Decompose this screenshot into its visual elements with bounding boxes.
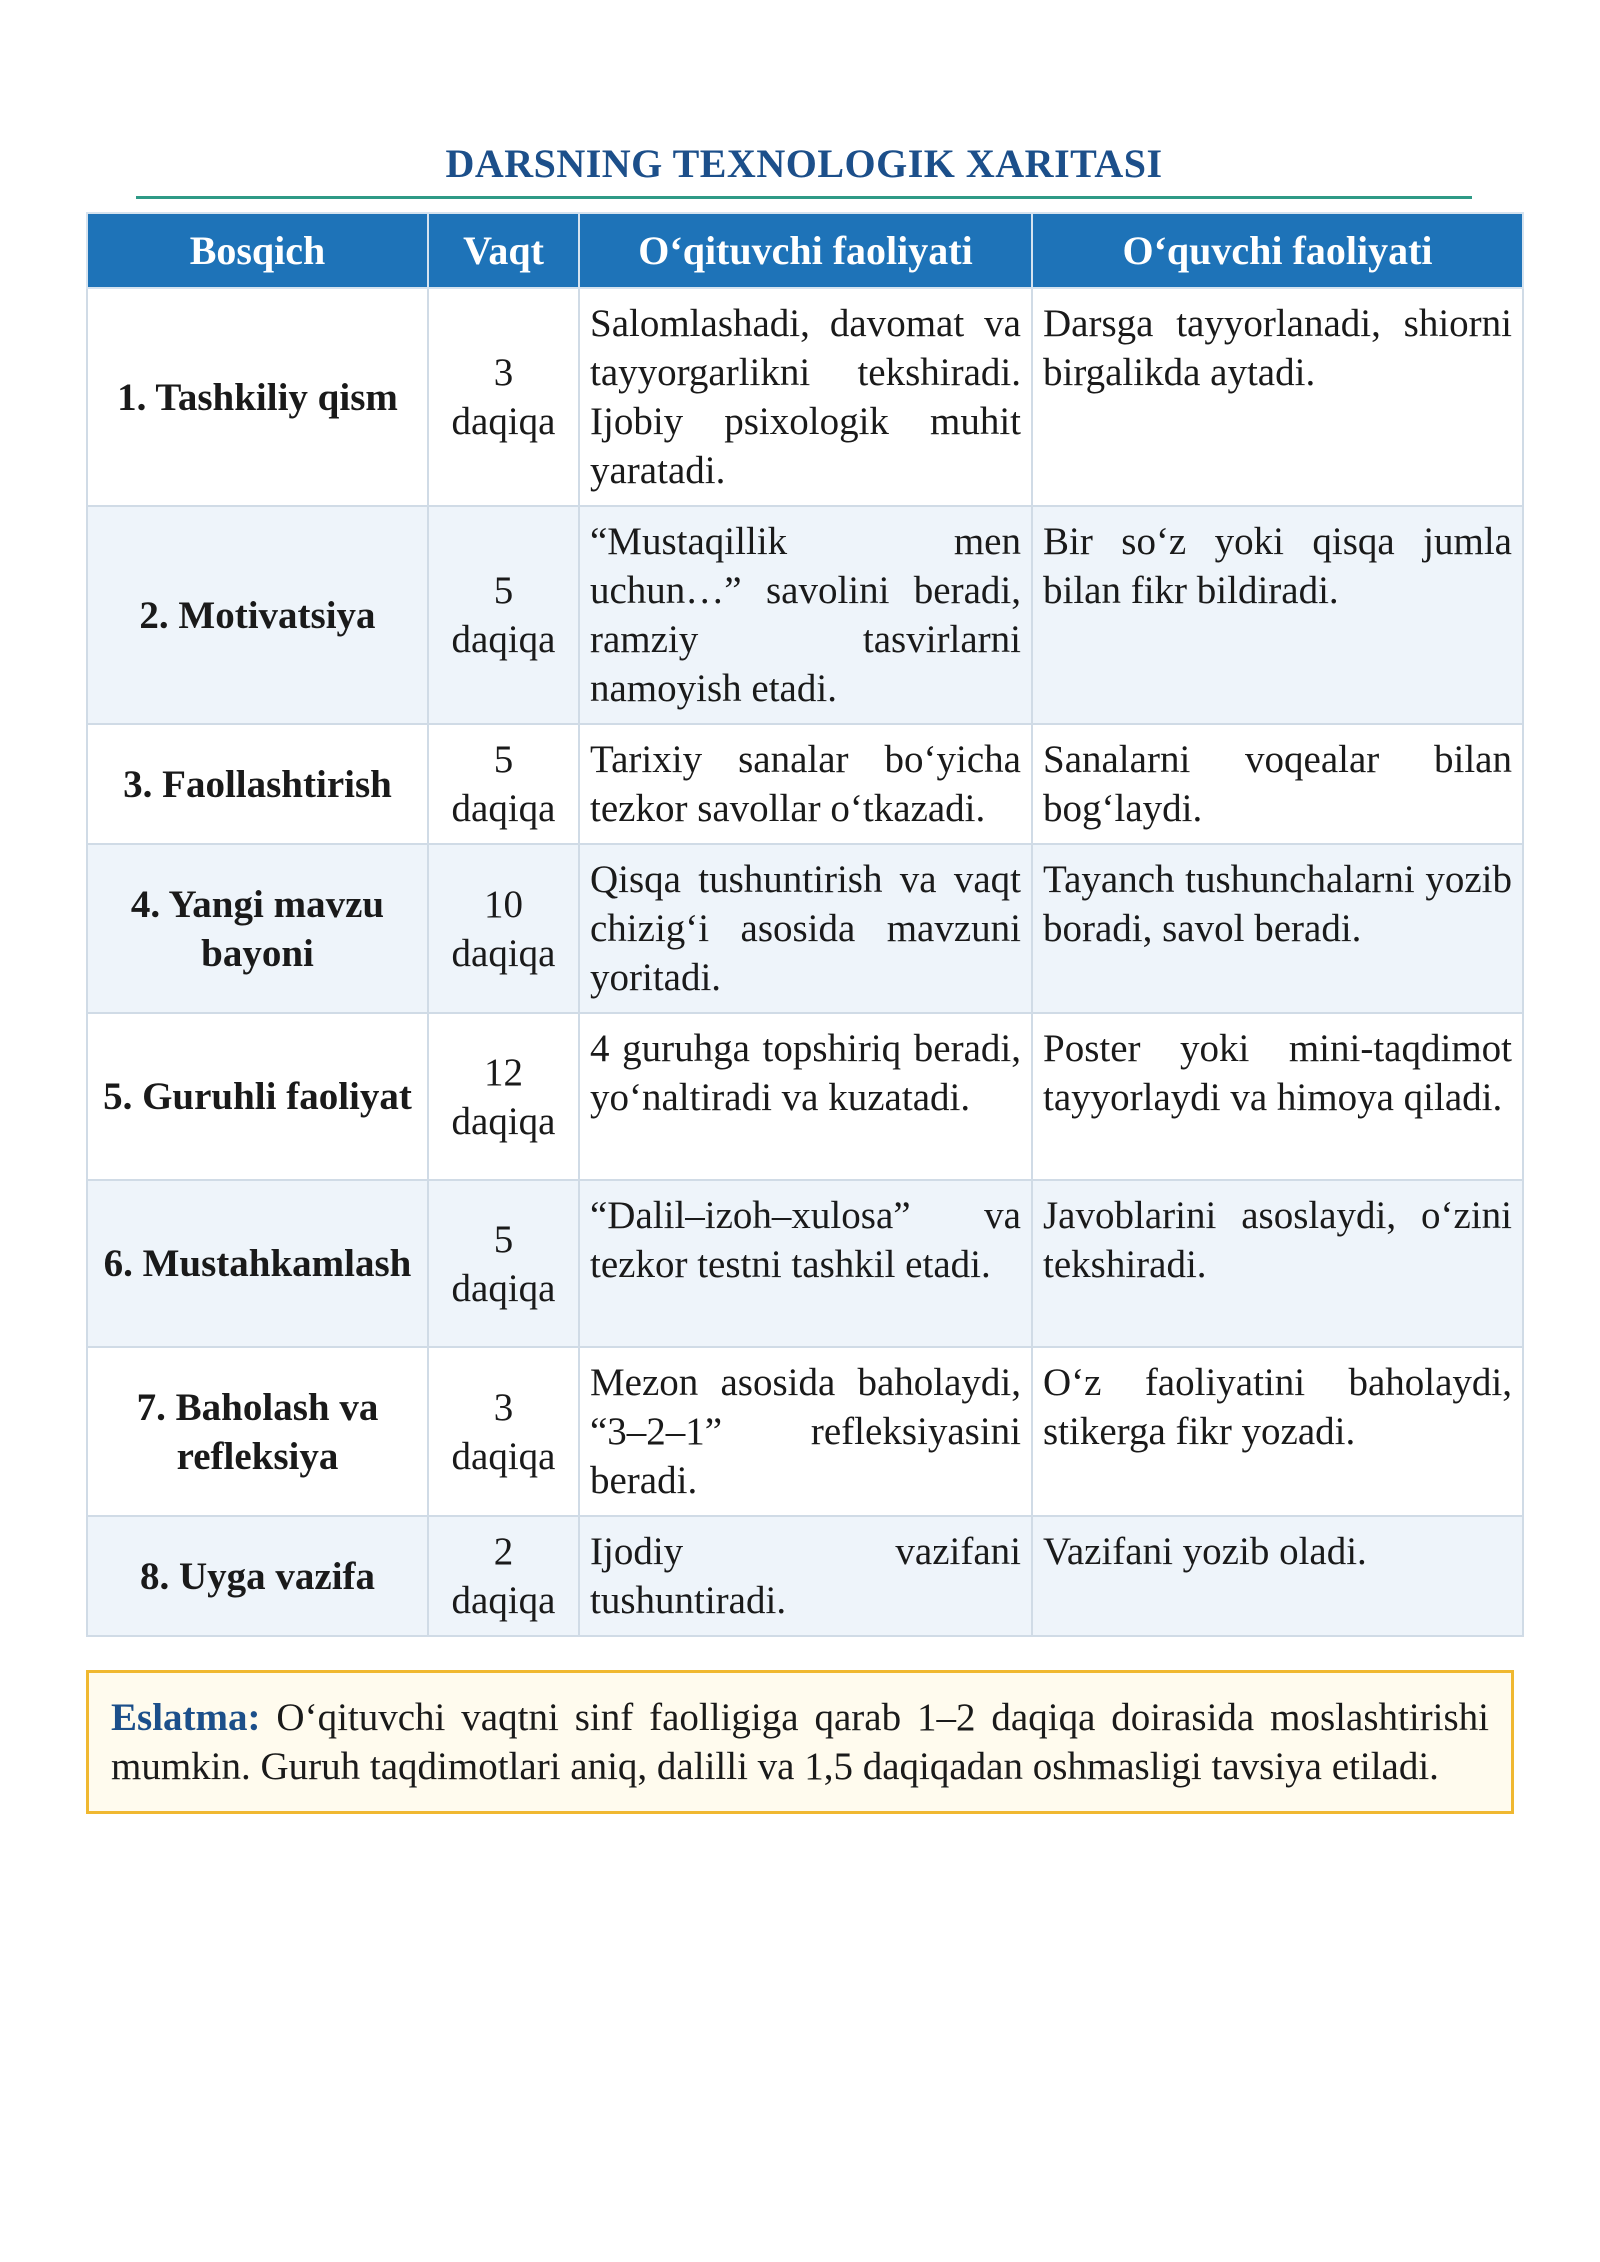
table-row [87, 288, 1523, 506]
time-cell: 10 daqiqa [428, 844, 579, 1013]
time-cell: 12 daqiqa [428, 1013, 579, 1180]
teacher-activity-cell: Qisqa tushuntirish va vaqt chizig‘i asosida mavzuni yoritadi. [579, 844, 1032, 1013]
stage-cell: 2. Motivatsiya [87, 506, 428, 724]
student-activity-cell: O‘z faoliyatini baholaydi, stikerga fikr yozadi. [1032, 1347, 1523, 1516]
stage-cell: 6. Mustahkamlash [87, 1180, 428, 1347]
teacher-activity-cell: “Dalil–izoh–xulosa” va tezkor testni tashkil etadi. [579, 1180, 1032, 1347]
table-row [87, 844, 1523, 1013]
title-underline [136, 196, 1472, 199]
student-activity-cell: Javoblarini asoslaydi, o‘zini tekshiradi. [1032, 1180, 1523, 1347]
time-cell: 3 daqiqa [428, 1347, 579, 1516]
teacher-activity-cell: Salomlashadi, davomat va tayyorgarlikni tekshiradi. Ijobiy psixologik muhit yaratadi. [579, 288, 1032, 506]
stage-cell: 8. Uyga vazifa [87, 1516, 428, 1636]
time-cell: 5 daqiqa [428, 724, 579, 844]
note-text: O‘qituvchi vaqtni sinf faolligiga qarab 1–2 daqiqa doirasida moslashtirishi mumkin. Guruh taqdimotlari aniq, dalilli va 1,5 daqiqadan oshmasligi tavsiya etiladi. [111, 1696, 1490, 1788]
header-teacher-activity: O‘qituvchi faoliyati [579, 213, 1032, 288]
header-stage: Bosqich [87, 213, 428, 288]
note-label: Eslatma: [111, 1696, 261, 1739]
teacher-activity-cell: Mezon asosida baholaydi, “3–2–1” refleksiyasini beradi. [579, 1347, 1032, 1516]
header-time: Vaqt [428, 213, 579, 288]
student-activity-cell: Tayanch tushunchalarni yozib boradi, savol beradi. [1032, 844, 1523, 1013]
teacher-activity-cell: “Mustaqillik men uchun…” savolini beradi, ramziy tasvirlarni namoyish etadi. [579, 506, 1032, 724]
page-title: DARSNING TEXNOLOGIK XARITASI [445, 141, 1163, 186]
time-cell: 5 daqiqa [428, 1180, 579, 1347]
student-activity-cell: Darsga tayyorlanadi, shiorni birgalikda aytadi. [1032, 288, 1523, 506]
table-row [87, 506, 1523, 724]
lesson-plan-table [86, 212, 1524, 1637]
table-row [87, 1180, 1523, 1347]
stage-cell: 1. Tashkiliy qism [87, 288, 428, 506]
student-activity-cell: Vazifani yozib oladi. [1032, 1516, 1523, 1636]
stage-cell: 5. Guruhli faoliyat [87, 1013, 428, 1180]
student-activity-cell: Poster yoki mini-taqdimot tayyorlaydi va himoya qiladi. [1032, 1013, 1523, 1180]
table-row [87, 724, 1523, 844]
table-row [87, 1013, 1523, 1180]
student-activity-cell: Sanalarni voqealar bilan bog‘laydi. [1032, 724, 1523, 844]
student-activity-cell: Bir so‘z yoki qisqa jumla bilan fikr bildiradi. [1032, 506, 1523, 724]
stage-cell: 4. Yangi mavzu bayoni [87, 844, 428, 1013]
stage-cell: 7. Baholash va refleksiya [87, 1347, 428, 1516]
table-header-row [87, 213, 1523, 288]
table-row [87, 1347, 1523, 1516]
time-cell: 2 daqiqa [428, 1516, 579, 1636]
teacher-activity-cell: 4 guruhga topshiriq beradi, yo‘naltiradi va kuzatadi. [579, 1013, 1032, 1180]
stage-cell: 3. Faollashtirish [87, 724, 428, 844]
note-box [86, 1670, 1514, 1814]
header-student-activity: O‘quvchi faoliyati [1032, 213, 1523, 288]
teacher-activity-cell: Tarixiy sanalar bo‘yicha tezkor savollar o‘tkazadi. [579, 724, 1032, 844]
teacher-activity-cell: Ijodiy vazifani tushuntiradi. [579, 1516, 1032, 1636]
time-cell: 3 daqiqa [428, 288, 579, 506]
table-row [87, 1516, 1523, 1636]
time-cell: 5 daqiqa [428, 506, 579, 724]
